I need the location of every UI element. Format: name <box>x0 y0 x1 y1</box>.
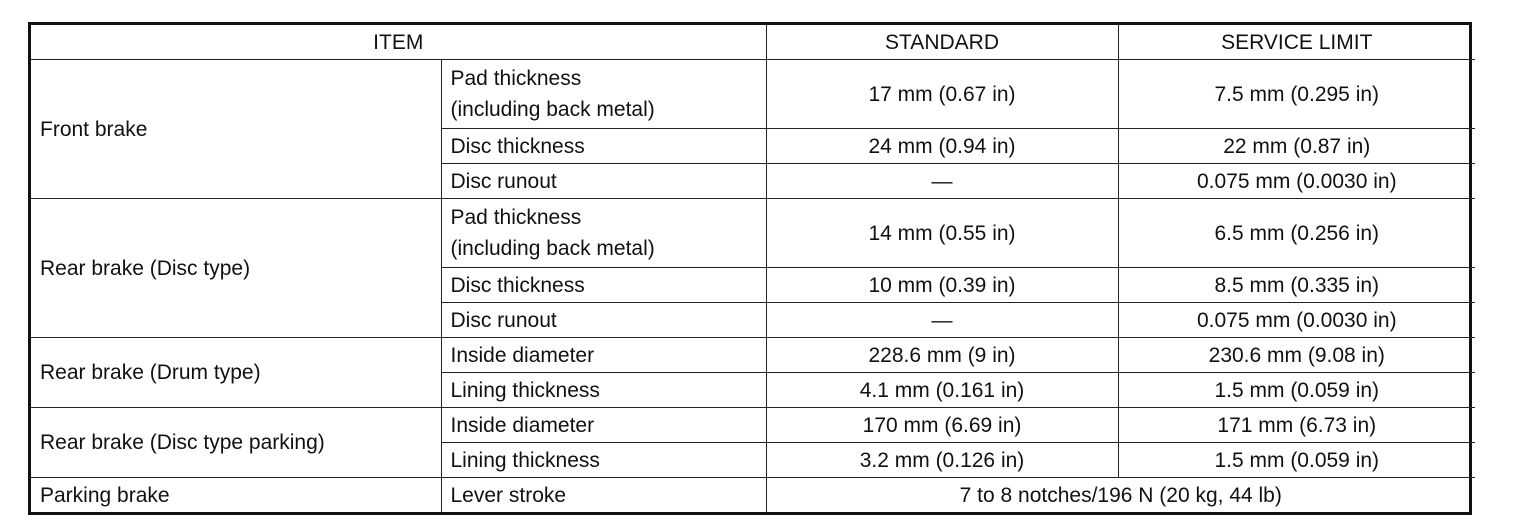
sub-item <box>441 199 766 268</box>
standard-value: 17 mm (0.67 in) <box>766 60 1118 129</box>
header-standard: STANDARD <box>766 25 1118 60</box>
group-label: Parking brake <box>31 478 441 513</box>
sub-item-line: (including back metal) <box>450 237 655 260</box>
standard-value: 170 mm (6.69 in) <box>766 408 1118 443</box>
header-row <box>31 25 1475 60</box>
merged-value: 7 to 8 notches/196 N (20 kg, 44 lb) <box>766 478 1475 513</box>
sub-item: Disc runout <box>441 164 766 199</box>
sub-item: Inside diameter <box>441 408 766 443</box>
sub-item: Disc thickness <box>441 129 766 164</box>
sub-item <box>441 60 766 129</box>
limit-value: 6.5 mm (0.256 in) <box>1118 199 1475 268</box>
table-row <box>31 338 1475 373</box>
standard-value: 3.2 mm (0.126 in) <box>766 443 1118 478</box>
limit-value: 8.5 mm (0.335 in) <box>1118 268 1475 303</box>
sub-item: Disc runout <box>441 303 766 338</box>
limit-value: 171 mm (6.73 in) <box>1118 408 1475 443</box>
sub-item: Lever stroke <box>441 478 766 513</box>
sub-item: Disc thickness <box>441 268 766 303</box>
limit-value: 230.6 mm (9.08 in) <box>1118 338 1475 373</box>
limit-value: 1.5 mm (0.059 in) <box>1118 373 1475 408</box>
table-row <box>31 60 1475 129</box>
limit-value: 0.075 mm (0.0030 in) <box>1118 303 1475 338</box>
sub-item-line: (including back metal) <box>450 98 655 121</box>
limit-value: 0.075 mm (0.0030 in) <box>1118 164 1475 199</box>
sub-item: Inside diameter <box>441 338 766 373</box>
sub-item-line: Pad thickness <box>450 206 582 229</box>
table-row <box>31 478 1475 513</box>
sub-item: Lining thickness <box>441 373 766 408</box>
group-label: Rear brake (Disc type parking) <box>31 408 441 478</box>
standard-value: — <box>766 164 1118 199</box>
group-label: Rear brake (Drum type) <box>31 338 441 408</box>
header-item: ITEM <box>31 25 766 60</box>
brake-spec-table <box>31 25 1475 512</box>
limit-value: 7.5 mm (0.295 in) <box>1118 60 1475 129</box>
limit-value: 22 mm (0.87 in) <box>1118 129 1475 164</box>
sub-item: Lining thickness <box>441 443 766 478</box>
group-label: Front brake <box>31 60 441 199</box>
spec-table-frame <box>28 22 1472 515</box>
table-row <box>31 408 1475 443</box>
header-service-limit: SERVICE LIMIT <box>1118 25 1475 60</box>
limit-value: 1.5 mm (0.059 in) <box>1118 443 1475 478</box>
group-label: Rear brake (Disc type) <box>31 199 441 338</box>
standard-value: — <box>766 303 1118 338</box>
sub-item-line: Pad thickness <box>450 67 582 90</box>
standard-value: 4.1 mm (0.161 in) <box>766 373 1118 408</box>
standard-value: 24 mm (0.94 in) <box>766 129 1118 164</box>
standard-value: 228.6 mm (9 in) <box>766 338 1118 373</box>
table-row <box>31 199 1475 268</box>
standard-value: 14 mm (0.55 in) <box>766 199 1118 268</box>
standard-value: 10 mm (0.39 in) <box>766 268 1118 303</box>
